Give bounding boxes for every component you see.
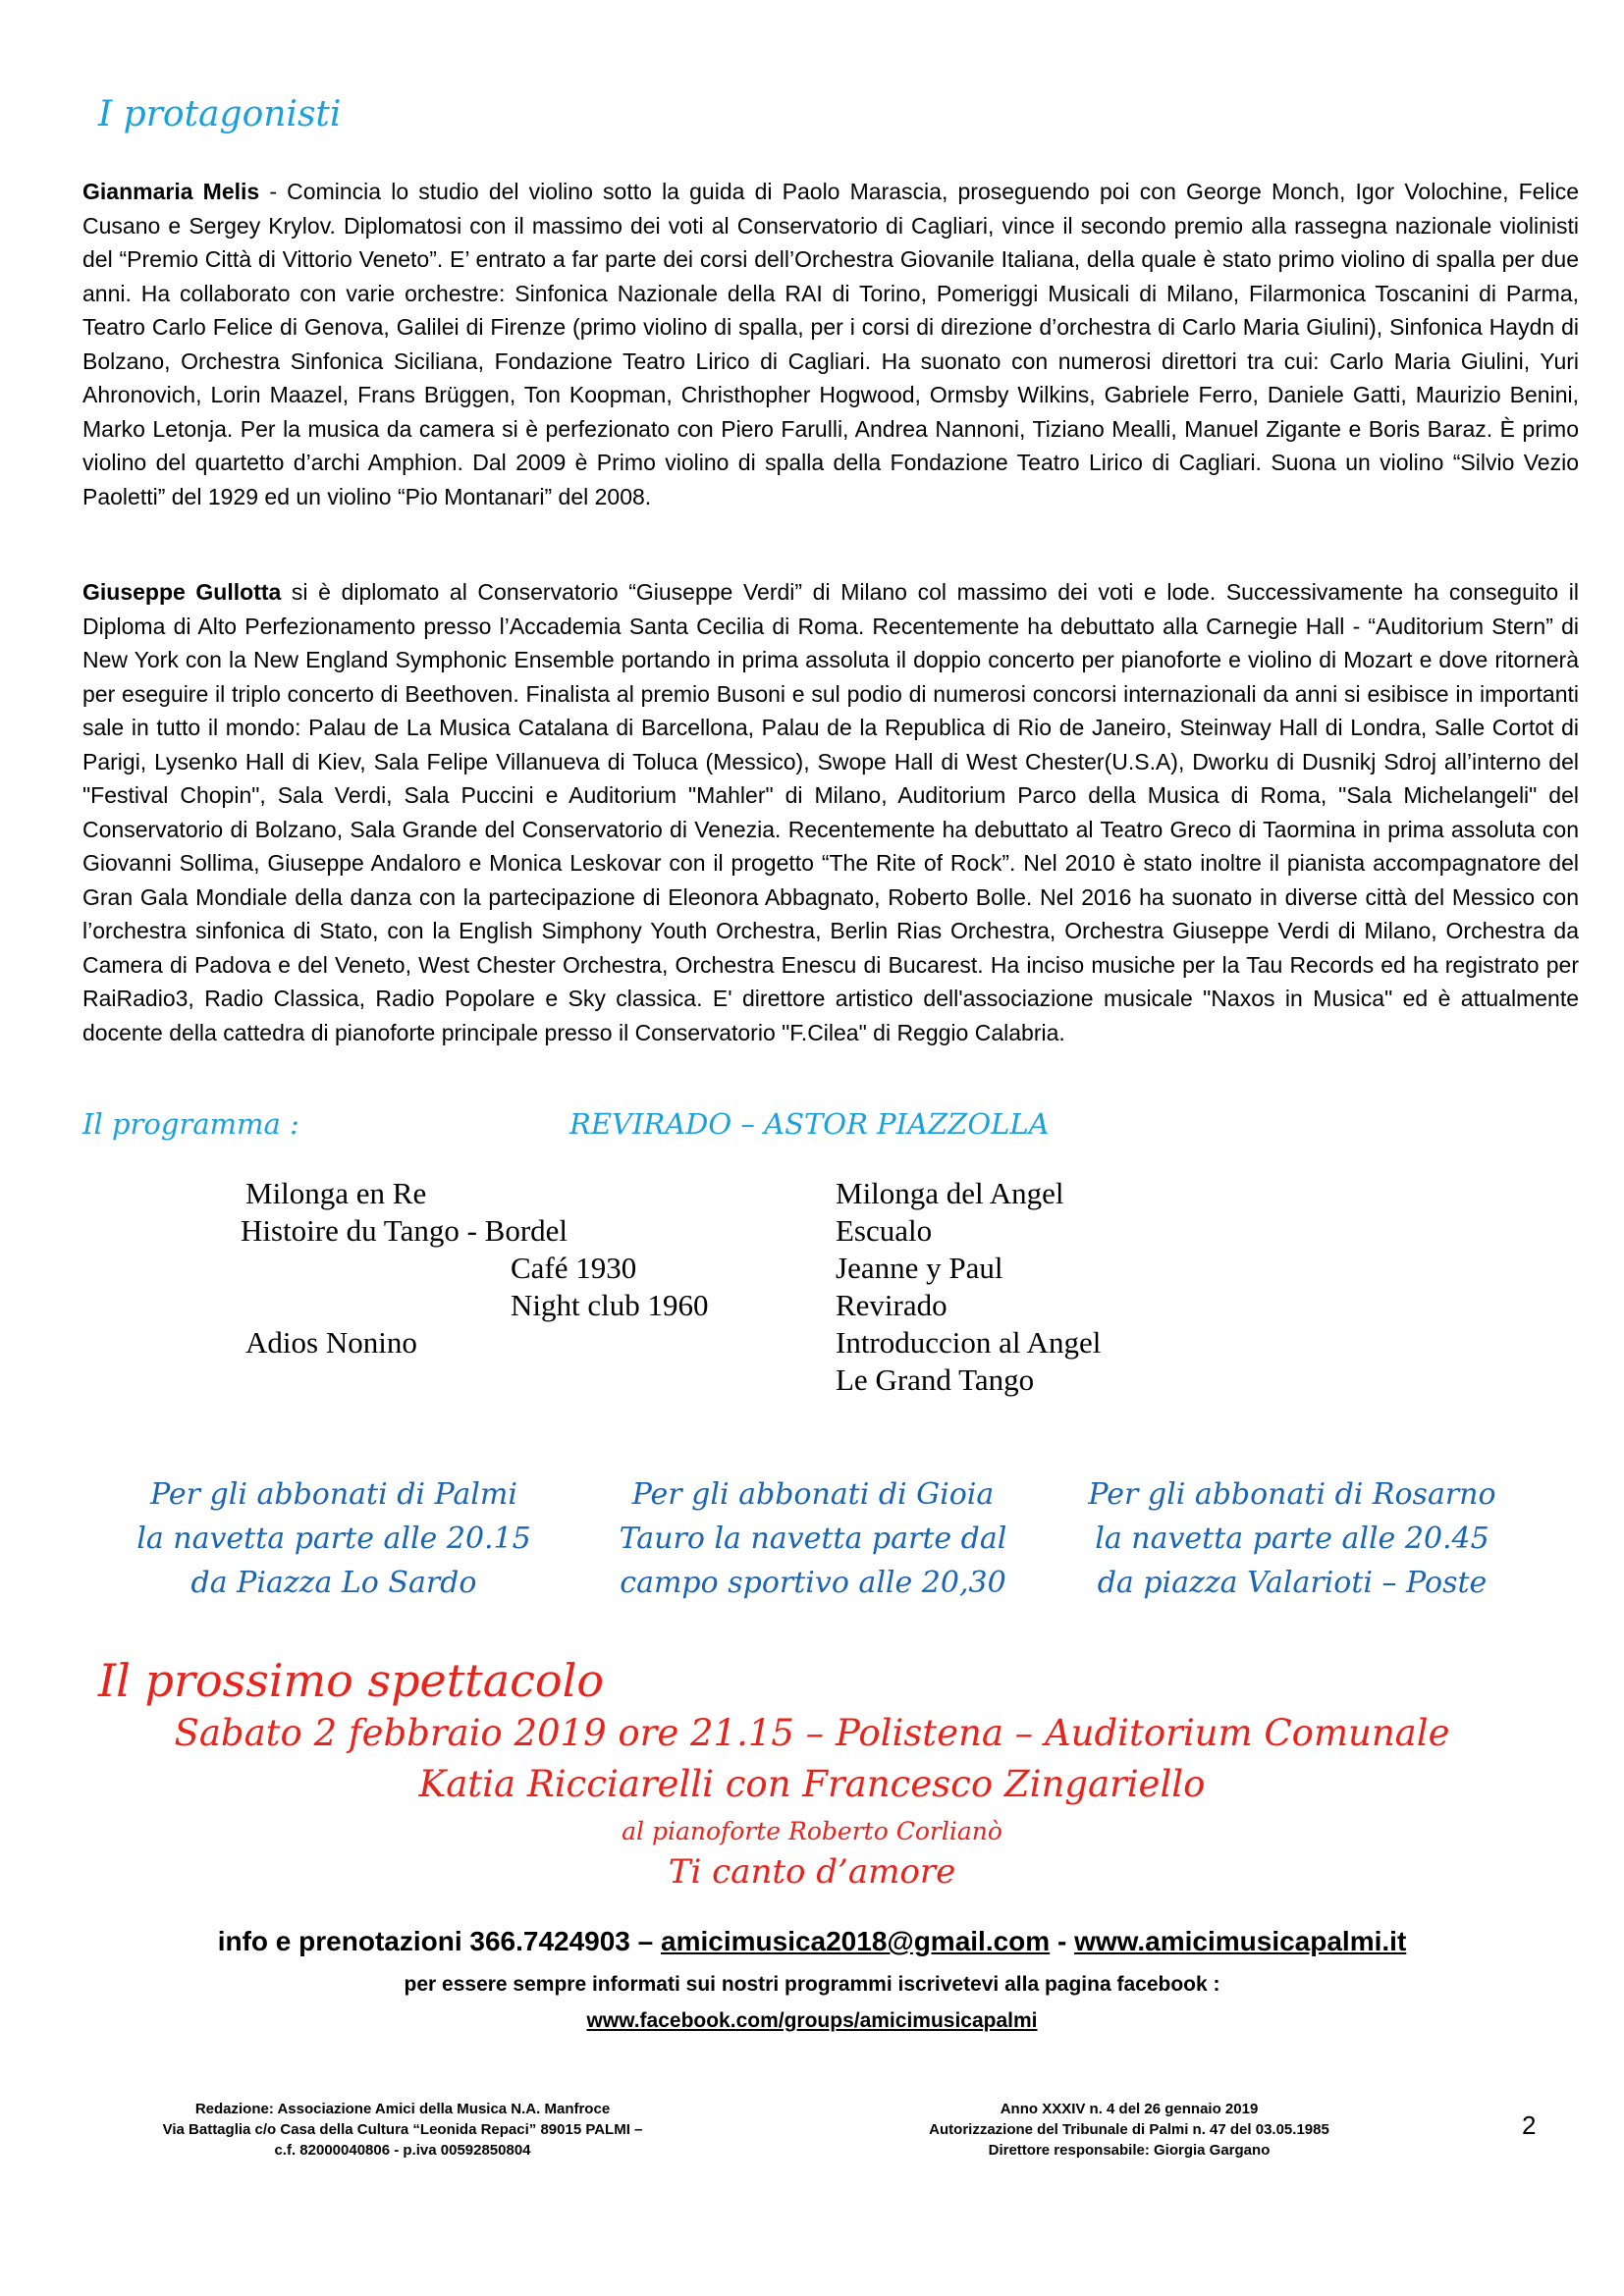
program-item: Adios Nonino bbox=[245, 1325, 417, 1360]
program-item: Histoire du Tango - Bordel bbox=[241, 1213, 568, 1248]
shuttle-line: campo sportivo alle 20,30 bbox=[620, 1566, 1006, 1600]
program-item: Le Grand Tango bbox=[836, 1362, 1035, 1397]
bio-text: si è diplomato al Conservatorio “Giuseppe Verdi” di Milano col massimo dei voti e lode. Successivamente ha conseguito il Diploma di Alto Perfezionamento presso l’Accademia Santa Cecilia di Roma. Recentemente ha debuttato alla Carnegie Hall - “Auditorium Stern” di New York con la New England Symphonic Ensemble portando in prima assoluta il doppio concerto per pianoforte e violino di Mozart e dove ritornerà per eseguire il triplo concerto di Beethoven. Finalista al premio Busoni e sul podio di numerosi concorsi internazionali da anni si esibisce in importanti sale in tutto il mondo: Palau de La Musica Catalana di Barcellona, Palau de la Republica di Rio de Janeiro, Steinway Hall di Londra, Salle Cortot di Parigi, Lysenko Hall di Kiev, Sala Felipe Villanueva di Toluca (Messico), Swope Hall di West Chester(U.S.A), Dworku di Dusnikj Sdroj all’interno del "Festival Chopin", Sala Verdi, Sala Puccini e Auditorium "Mahler" di Milano, Auditorium Parco della Musica di Roma, "Sala Michelangeli" del Conservatorio di Bolzano, Sala Grande del Conservatorio di Venezia. Recentemente ha debuttato al Teatro Greco di Taormina in prima assoluta con Giovanni Sollima, Giuseppe Andaloro e Monica Leskovar con il progetto “The Rite of Rock”. Nel 2010 è stato inoltre il pianista accompagnatore del Gran Gala Mondiale della danza con la partecipazione di Eleonora Abbagnato, Roberto Bolle. Nel 2016 ha suonato in diverse città del Messico con l’orchestra sinfonica di Stato, con la English Simphony Youth Orchestra, Berlin Rias Orchestra, Orchestra Giuseppe Verdi di Milano, Orchestra da Camera di Padova e del Veneto, West Chester Orchestra, Orchestra Enescu di Bucarest. Ha inciso musiche per la Tau Records ed ha registrato per RaiRadio3, Radio Classica, Radio Popolare e Sky classica. E' direttore artistico dell'associazione musicale "Naxos in Musica" ed è attualmente docente della cattedra di pianoforte principale presso il Conservatorio "F.Cilea" di Reggio Calabria. bbox=[82, 579, 1579, 1045]
next-show-artists: Katia Ricciarelli con Francesco Zingariello bbox=[418, 1763, 1206, 1805]
website-link[interactable]: www.amicimusicapalmi.it bbox=[1074, 1926, 1407, 1956]
footer-line: c.f. 82000040806 - p.iva 00592850804 bbox=[274, 2142, 531, 2159]
footer-line: Via Battaglia c/o Casa della Cultura “Leonida Repaci” 89015 PALMI – bbox=[162, 2121, 643, 2138]
bio-name: Gianmaria Melis bbox=[82, 179, 260, 204]
section-title: I protagonisti bbox=[98, 94, 342, 134]
next-show-title: Ti canto d’amore bbox=[668, 1852, 956, 1892]
program-label: Il programma : bbox=[82, 1107, 299, 1141]
footer-publisher bbox=[137, 2099, 668, 2161]
footer-line: Redazione: Associazione Amici della Musica N.A. Manfroce bbox=[194, 2101, 611, 2117]
next-show-heading: Il prossimo spettacolo bbox=[98, 1654, 605, 1707]
shuttle-line: Tauro la navetta parte dal bbox=[619, 1522, 1007, 1556]
page-number: 2 bbox=[1522, 2110, 1537, 2140]
program-title: REVIRADO – ASTOR PIAZZOLLA bbox=[569, 1107, 1050, 1141]
program-item: Revirado bbox=[836, 1288, 947, 1322]
bio-text: - Comincia lo studio del violino sotto la guida di Paolo Marascia, proseguendo poi con George Monch, Igor Volochine, Felice Cusano e Sergey Krylov. Diplomatosi con il massimo dei voti al Conservatorio di Cagliari, vince il secondo premio alla rassegna nazionale violinisti del “Premio Città di Vittorio Veneto”. E’ entrato a far parte dei corsi dell’Orchestra Giovanile Italiana, della quale è stato primo violino di spalla per due anni. Ha collaborato con varie orchestre: Sinfonica Nazionale della RAI di Torino, Pomeriggi Musicali di Milano, Filarmonica Toscanini di Parma, Teatro Carlo Felice di Genova, Galilei di Firenze (primo violino di spalla, per i corsi di direzione d’orchestra di Carlo Maria Giulini), Sinfonica Haydn di Bolzano, Orchestra Sinfonica Siciliana, Fondazione Teatro Lirico di Cagliari. Ha suonato con numerosi direttori tra cui: Carlo Maria Giulini, Yuri Ahronovich, Lorin Maazel, Frans Brüggen, Ton Koopman, Christhopher Hogwood, Ormsby Wilkins, Gabriele Ferro, Daniele Gatti, Maurizio Benini, Marko Letonja. Per la musica da camera si è perfezionato con Piero Farulli, Andrea Nannoni, Tiziano Mealli, Manuel Zigante e Boris Baraz. È primo violino del quartetto d’archi Amphion. Dal 2009 è Primo violino di spalla della Fondazione Teatro Lirico di Cagliari. Suona un violino “Silvio Vezio Paoletti” del 1929 ed un violino “Pio Montanari” del 2008. bbox=[82, 179, 1579, 509]
bio-paragraph-melis bbox=[82, 175, 1579, 513]
shuttle-line: la navetta parte alle 20.45 bbox=[1095, 1522, 1489, 1556]
program-item: Jeanne y Paul bbox=[836, 1251, 1003, 1285]
shuttle-line: Per gli abbonati di Palmi bbox=[150, 1477, 517, 1512]
facebook-line bbox=[0, 2009, 1624, 2033]
shuttle-line: la navetta parte alle 20.15 bbox=[136, 1522, 531, 1556]
shuttle-line: Per gli abbonati di Rosarno bbox=[1088, 1477, 1496, 1512]
program-item: Introduccion al Angel bbox=[836, 1325, 1102, 1360]
footer-line: Autorizzazione del Tribunale di Palmi n. 47 del 03.05.1985 bbox=[929, 2121, 1329, 2138]
shuttle-line: da Piazza Lo Sardo bbox=[190, 1566, 477, 1600]
facebook-link[interactable]: www.facebook.com/groups/amicimusicapalmi bbox=[586, 2009, 1038, 2032]
program-item: Café 1930 bbox=[511, 1251, 637, 1285]
shuttle-line: da piazza Valarioti – Poste bbox=[1097, 1566, 1488, 1600]
footer-line: Direttore responsabile: Giorgia Gargano bbox=[988, 2142, 1271, 2159]
program-item: Milonga en Re bbox=[245, 1176, 427, 1210]
footer-line: Anno XXXIV n. 4 del 26 gennaio 2019 bbox=[1000, 2101, 1259, 2117]
program-item: Milonga del Angel bbox=[836, 1176, 1064, 1210]
shuttle-info-rosarno bbox=[1056, 1472, 1528, 1605]
shuttle-info-palmi bbox=[98, 1472, 569, 1605]
facebook-note: per essere sempre informati sui nostri programmi iscrivetevi alla pagina facebook : bbox=[404, 1973, 1220, 1996]
contact-separator: - bbox=[1050, 1926, 1075, 1956]
shuttle-line: Per gli abbonati di Gioia bbox=[631, 1477, 995, 1512]
footer-registration bbox=[864, 2099, 1394, 2161]
bio-paragraph-gullotta bbox=[82, 575, 1579, 1049]
program-item: Escualo bbox=[836, 1213, 933, 1248]
contact-phone: info e prenotazioni 366.7424903 – bbox=[217, 1926, 662, 1956]
program-item: Night club 1960 bbox=[511, 1288, 709, 1322]
email-link[interactable]: amicimusica2018@gmail.com bbox=[661, 1926, 1051, 1956]
shuttle-info-gioia bbox=[577, 1472, 1049, 1605]
bio-name: Giuseppe Gullotta bbox=[82, 579, 282, 605]
next-show-date: Sabato 2 febbraio 2019 ore 21.15 – Polistena – Auditorium Comunale bbox=[174, 1712, 1450, 1754]
next-show-pianist: al pianoforte Roberto Corlianò bbox=[622, 1817, 1002, 1845]
contact-line bbox=[0, 1926, 1624, 1957]
